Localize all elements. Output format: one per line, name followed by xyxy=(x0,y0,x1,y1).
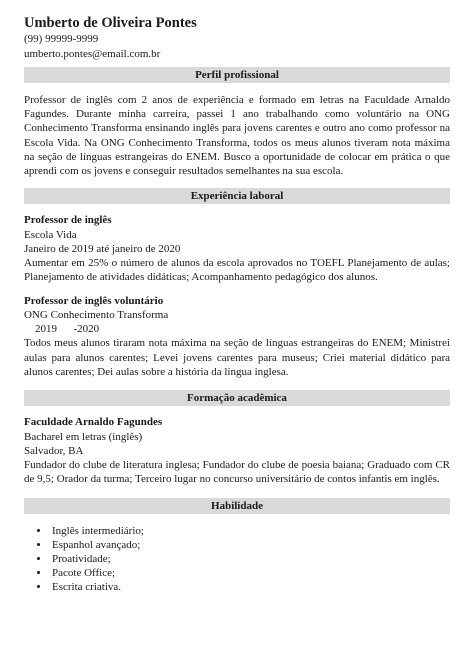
job-period: 2019 -2020 xyxy=(24,323,100,336)
job-organization: ONG Conhecimento Transforma xyxy=(24,309,169,322)
resume-header xyxy=(24,14,450,62)
job-details: Todos meus alunos tiraram nota máxima na seção de línguas estrangeiras do ENEM; Ministrei aulas para alunos carentes; Levei jovens carentes para museus; Criei material didático para alunos carentes; Dei aulas sobre a história da língua inglesa. xyxy=(24,337,450,378)
education-entry xyxy=(24,415,450,486)
list-item: • Espanhol avançado; xyxy=(50,539,450,553)
profile-section-heading: Perfil profissional xyxy=(24,67,450,83)
job-entry xyxy=(24,294,450,380)
experience-section-heading: Experiência laboral xyxy=(24,188,450,204)
job-title: Professor de inglês xyxy=(24,214,112,227)
job-title: Professor de inglês voluntário xyxy=(24,294,164,307)
school-location: Salvador, BA xyxy=(24,444,84,457)
education-details: Fundador do clube de literatura inglesa; Fundador do clube de poesia baiana; Graduado com CR de 9,5; Orador da turma; Terceiro lugar no concurso universitário de contos infantis em inglês. xyxy=(24,458,450,486)
list-item: • Pacote Office; xyxy=(50,567,450,581)
candidate-name: Umberto de Oliveira Pontes xyxy=(24,15,197,31)
list-item: • Escrita criativa. xyxy=(50,581,450,595)
job-details: Aumentar em 25% o número de alunos da escola aprovados no TOEFL Planejamento de aulas; Planejamento de atividades didáticas; Acompanhamento pedagógico dos alunos. xyxy=(24,257,450,284)
skills-list xyxy=(24,525,450,594)
list-item: • Inglês intermediário; xyxy=(50,525,450,539)
degree: Bacharel em letras (inglês) xyxy=(24,430,143,443)
school-name: Faculdade Arnaldo Fagundes xyxy=(24,416,163,429)
email-address: umberto.pontes@email.com.br xyxy=(24,48,161,60)
skills-section-heading: Habilidade xyxy=(24,498,450,514)
job-organization: Escola Vida xyxy=(24,228,77,241)
job-entry xyxy=(24,213,450,284)
education-section-heading: Formação acadêmica xyxy=(24,390,450,406)
phone-number: (99) 99999-9999 xyxy=(24,33,99,45)
profile-summary: Professor de inglês com 2 anos de experiência e formado em letras na Faculdade Arnaldo Fagundes. Durante minha carreira, passei 1 ano trabalhando como voluntário na ONG Conhecimento Transforma ensinando inglês para jovens carentes e outro ano como professor na Escola Vida. Na ONG Conhecimento Transforma, todos os meus alunos tiveram nota máxima na seção de línguas estrangeiras do ENEM. Busco a oportunidade de colocar em prática o que aprendi com os jovens e conseguir resultados semelhantes na sua escola. xyxy=(24,94,450,178)
job-period: Janeiro de 2019 até janeiro de 2020 xyxy=(24,242,181,255)
list-item: • Proatividade; xyxy=(50,553,450,567)
